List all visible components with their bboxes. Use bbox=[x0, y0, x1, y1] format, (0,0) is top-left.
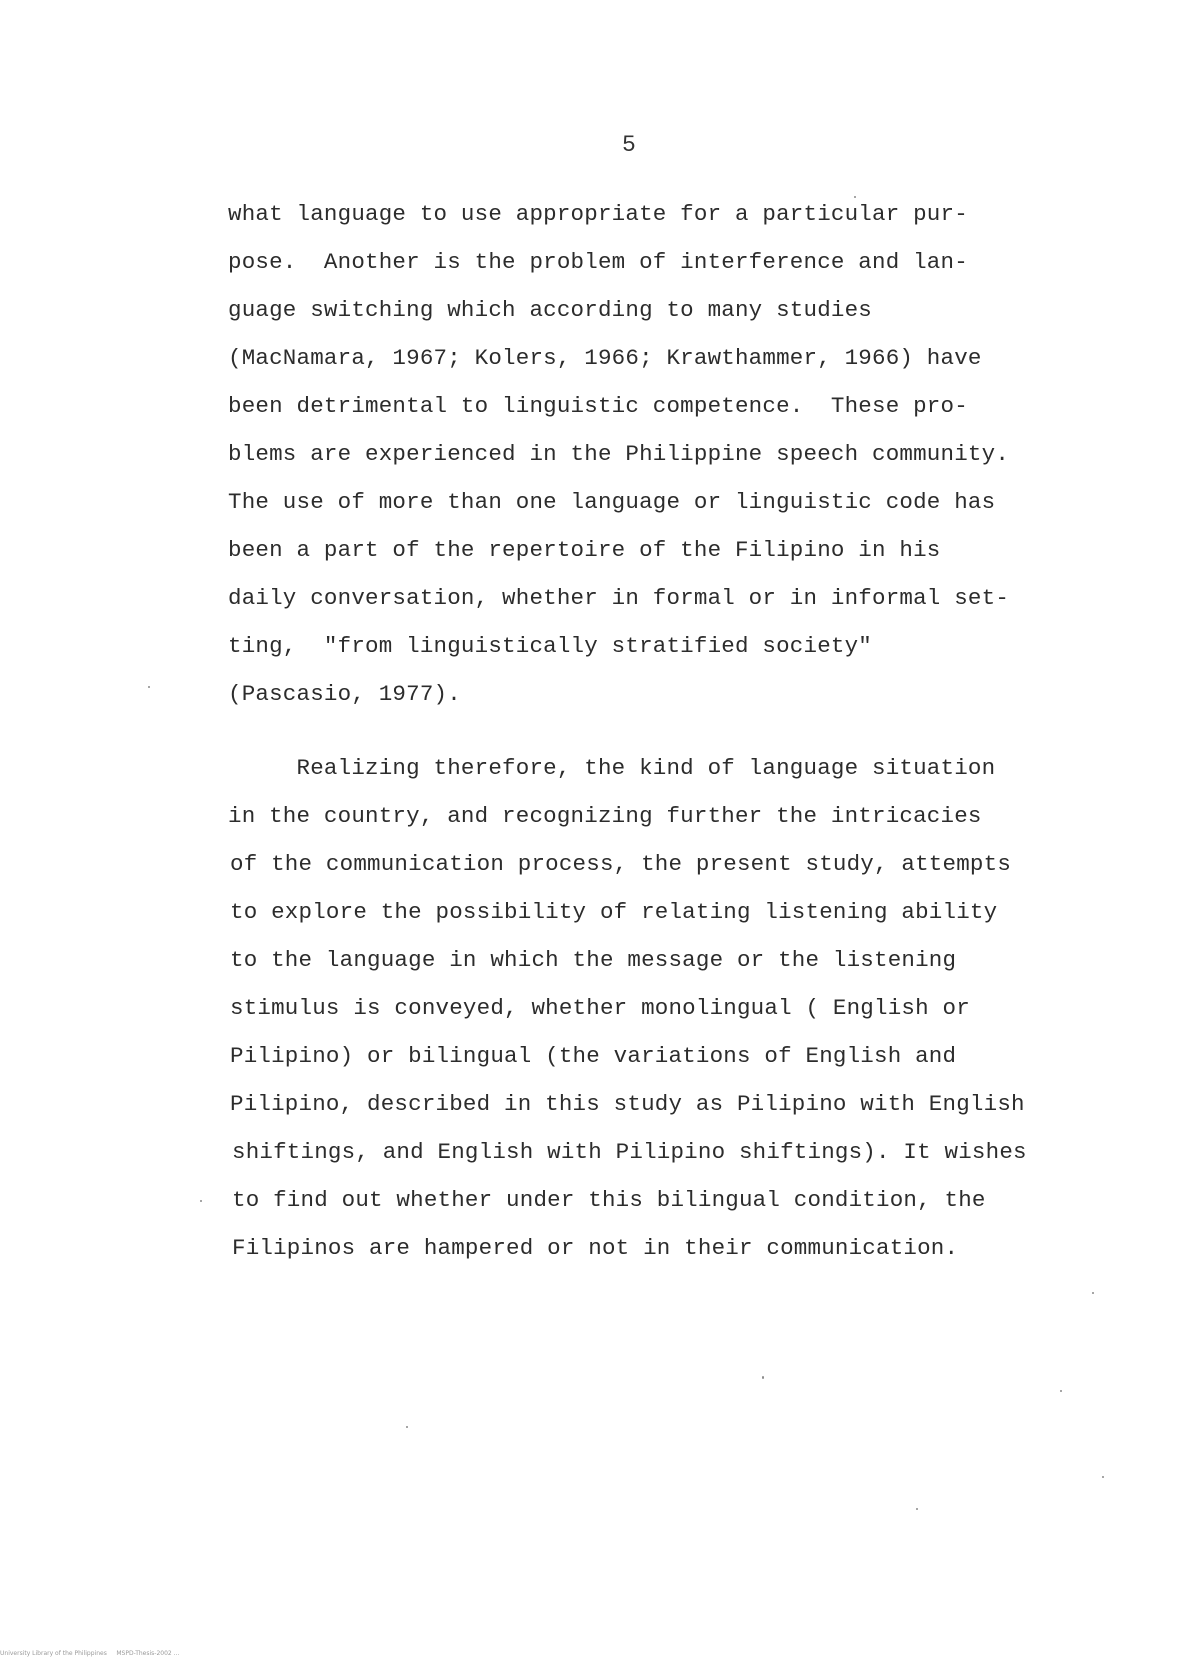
paragraph-2-line-2: in the country, and recognizing further the intricacies bbox=[228, 803, 982, 829]
paragraph-2-line-4: to explore the possibility of relating listening ability bbox=[230, 899, 998, 925]
scan-speck bbox=[916, 1508, 918, 1510]
scan-speck bbox=[406, 1426, 408, 1428]
paragraph-2-line-7: Pilipino) or bilingual (the variations of English and bbox=[230, 1043, 957, 1069]
paragraph-1-line-8: been a part of the repertoire of the Filipino in his bbox=[228, 537, 941, 563]
paragraph-2-line-10: to find out whether under this bilingual condition, the bbox=[232, 1187, 986, 1213]
paragraph-1-line-4: (MacNamara, 1967; Kolers, 1966; Krawthammer, 1966) have bbox=[228, 345, 982, 371]
paragraph-1-line-7: The use of more than one language or linguistic code has bbox=[228, 489, 996, 515]
paragraph-1-line-1: what language to use appropriate for a particular pur- bbox=[228, 201, 968, 227]
scan-speck bbox=[762, 1376, 764, 1379]
paragraph-1-line-3: guage switching which according to many studies bbox=[228, 297, 873, 323]
paragraph-1-line-11: (Pascasio, 1977). bbox=[228, 681, 461, 707]
paragraph-2-line-6: stimulus is conveyed, whether monolingual ( English or bbox=[230, 995, 970, 1021]
scan-speck bbox=[1060, 1390, 1062, 1392]
paragraph-2-line-8: Pilipino, described in this study as Pilipino with English bbox=[230, 1091, 1025, 1117]
scan-speck bbox=[148, 686, 150, 688]
paragraph-1-line-2: pose. Another is the problem of interference and lan- bbox=[228, 249, 968, 275]
paragraph-2-line-1: Realizing therefore, the kind of language situation bbox=[228, 755, 996, 781]
paragraph-2-line-11: Filipinos are hampered or not in their communication. bbox=[232, 1235, 959, 1261]
paragraph-1-line-10: ting, "from linguistically stratified society" bbox=[228, 633, 873, 659]
paragraph-1-line-5: been detrimental to linguistic competence. These pro- bbox=[228, 393, 968, 419]
paragraph-2-line-3: of the communication process, the present study, attempts bbox=[230, 851, 1012, 877]
footer-text: University Library of the Philippines MSPD-Thesis-2002 ... bbox=[0, 1650, 180, 1657]
scan-speck bbox=[854, 196, 856, 198]
paragraph-1-line-6: blems are experienced in the Philippine speech community. bbox=[228, 441, 1010, 467]
scan-speck bbox=[1092, 1292, 1094, 1294]
paragraph-2-line-9: shiftings, and English with Pilipino shiftings). It wishes bbox=[232, 1139, 1027, 1165]
paragraph-1-line-9: daily conversation, whether in formal or in informal set- bbox=[228, 585, 1010, 611]
scan-speck bbox=[200, 1200, 202, 1202]
page-number: 5 bbox=[622, 132, 636, 158]
scan-speck bbox=[1102, 1476, 1104, 1478]
paragraph-2-line-5: to the language in which the message or the listening bbox=[230, 947, 957, 973]
